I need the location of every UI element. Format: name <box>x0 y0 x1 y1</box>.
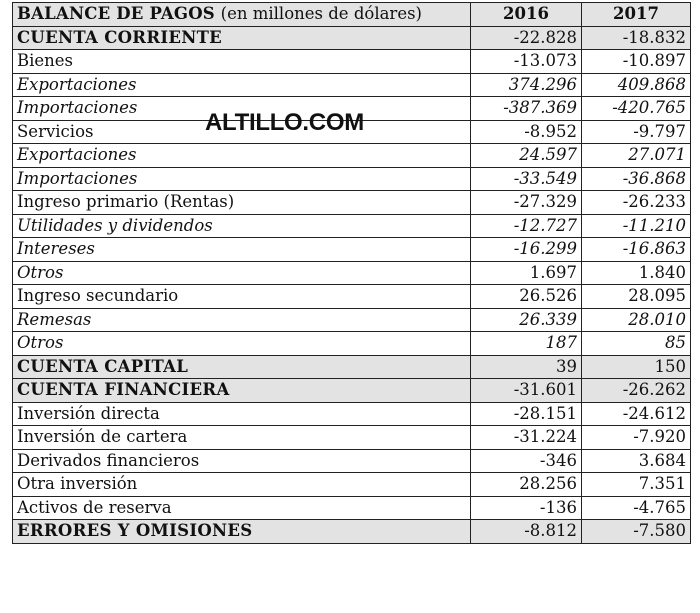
table-row <box>13 144 691 168</box>
value-2017: -7.580 <box>582 520 691 544</box>
table-row <box>13 473 691 497</box>
row-label: Ingreso secundario <box>13 285 471 309</box>
value-2016: -12.727 <box>471 214 582 238</box>
table-row <box>13 520 691 544</box>
value-2016: 187 <box>471 332 582 356</box>
value-2017: 150 <box>582 355 691 379</box>
year-header-2016: 2016 <box>471 3 582 27</box>
row-label: Bienes <box>13 50 471 74</box>
row-label: CUENTA FINANCIERA <box>13 379 471 403</box>
row-label: Importaciones <box>13 97 471 121</box>
table-title-cell <box>13 3 471 27</box>
table-row <box>13 191 691 215</box>
table-row <box>13 50 691 74</box>
table-row <box>13 449 691 473</box>
balance-de-pagos-table <box>12 2 691 544</box>
table-row <box>13 426 691 450</box>
table-row <box>13 167 691 191</box>
value-2017: -24.612 <box>582 402 691 426</box>
value-2016: 39 <box>471 355 582 379</box>
value-2016: -31.224 <box>471 426 582 450</box>
value-2016: -31.601 <box>471 379 582 403</box>
value-2017: -4.765 <box>582 496 691 520</box>
value-2016: -22.828 <box>471 26 582 50</box>
table-unit: (en millones de dólares) <box>220 4 422 24</box>
table-row <box>13 214 691 238</box>
value-2016: -16.299 <box>471 238 582 262</box>
row-label: Exportaciones <box>13 73 471 97</box>
table-row <box>13 285 691 309</box>
value-2016: -136 <box>471 496 582 520</box>
value-2017: -26.262 <box>582 379 691 403</box>
row-label: Otros <box>13 332 471 356</box>
value-2017: -16.863 <box>582 238 691 262</box>
value-2017: -11.210 <box>582 214 691 238</box>
table-row <box>13 26 691 50</box>
table-row <box>13 496 691 520</box>
value-2017: -18.832 <box>582 26 691 50</box>
value-2016: -8.952 <box>471 120 582 144</box>
value-2016: -346 <box>471 449 582 473</box>
table-row <box>13 73 691 97</box>
value-2016: 24.597 <box>471 144 582 168</box>
table-row <box>13 261 691 285</box>
table-row <box>13 402 691 426</box>
value-2017: -7.920 <box>582 426 691 450</box>
value-2016: -13.073 <box>471 50 582 74</box>
row-label: Inversión de cartera <box>13 426 471 450</box>
row-label: Otra inversión <box>13 473 471 497</box>
value-2016: -387.369 <box>471 97 582 121</box>
value-2016: -33.549 <box>471 167 582 191</box>
value-2016: 1.697 <box>471 261 582 285</box>
value-2017: 28.010 <box>582 308 691 332</box>
year-header-2017: 2017 <box>582 3 691 27</box>
value-2017: 3.684 <box>582 449 691 473</box>
row-label: CUENTA CAPITAL <box>13 355 471 379</box>
value-2017: 28.095 <box>582 285 691 309</box>
value-2016: 26.339 <box>471 308 582 332</box>
table-title: BALANCE DE PAGOS <box>17 4 215 24</box>
value-2017: -10.897 <box>582 50 691 74</box>
value-2017: 7.351 <box>582 473 691 497</box>
row-label: Remesas <box>13 308 471 332</box>
value-2017: -9.797 <box>582 120 691 144</box>
row-label: Utilidades y dividendos <box>13 214 471 238</box>
value-2016: 374.296 <box>471 73 582 97</box>
row-label: Otros <box>13 261 471 285</box>
row-label: Intereses <box>13 238 471 262</box>
value-2017: -36.868 <box>582 167 691 191</box>
row-label: Importaciones <box>13 167 471 191</box>
row-label: ERRORES Y OMISIONES <box>13 520 471 544</box>
table-header-row <box>13 3 691 27</box>
row-label: Exportaciones <box>13 144 471 168</box>
row-label: Ingreso primario (Rentas) <box>13 191 471 215</box>
altillo-watermark: ALTILLO.COM <box>205 109 364 136</box>
table-row <box>13 355 691 379</box>
value-2016: -28.151 <box>471 402 582 426</box>
value-2017: 27.071 <box>582 144 691 168</box>
balance-table-container <box>12 2 691 544</box>
row-label: Derivados financieros <box>13 449 471 473</box>
table-row <box>13 308 691 332</box>
row-label: Inversión directa <box>13 402 471 426</box>
value-2017: -26.233 <box>582 191 691 215</box>
table-row <box>13 332 691 356</box>
table-row <box>13 238 691 262</box>
value-2016: 28.256 <box>471 473 582 497</box>
row-label: Activos de reserva <box>13 496 471 520</box>
value-2016: -8.812 <box>471 520 582 544</box>
value-2017: 1.840 <box>582 261 691 285</box>
value-2017: 85 <box>582 332 691 356</box>
row-label: CUENTA CORRIENTE <box>13 26 471 50</box>
row-label: Servicios <box>13 120 471 144</box>
value-2016: 26.526 <box>471 285 582 309</box>
table-row <box>13 379 691 403</box>
value-2017: -420.765 <box>582 97 691 121</box>
value-2017: 409.868 <box>582 73 691 97</box>
value-2016: -27.329 <box>471 191 582 215</box>
